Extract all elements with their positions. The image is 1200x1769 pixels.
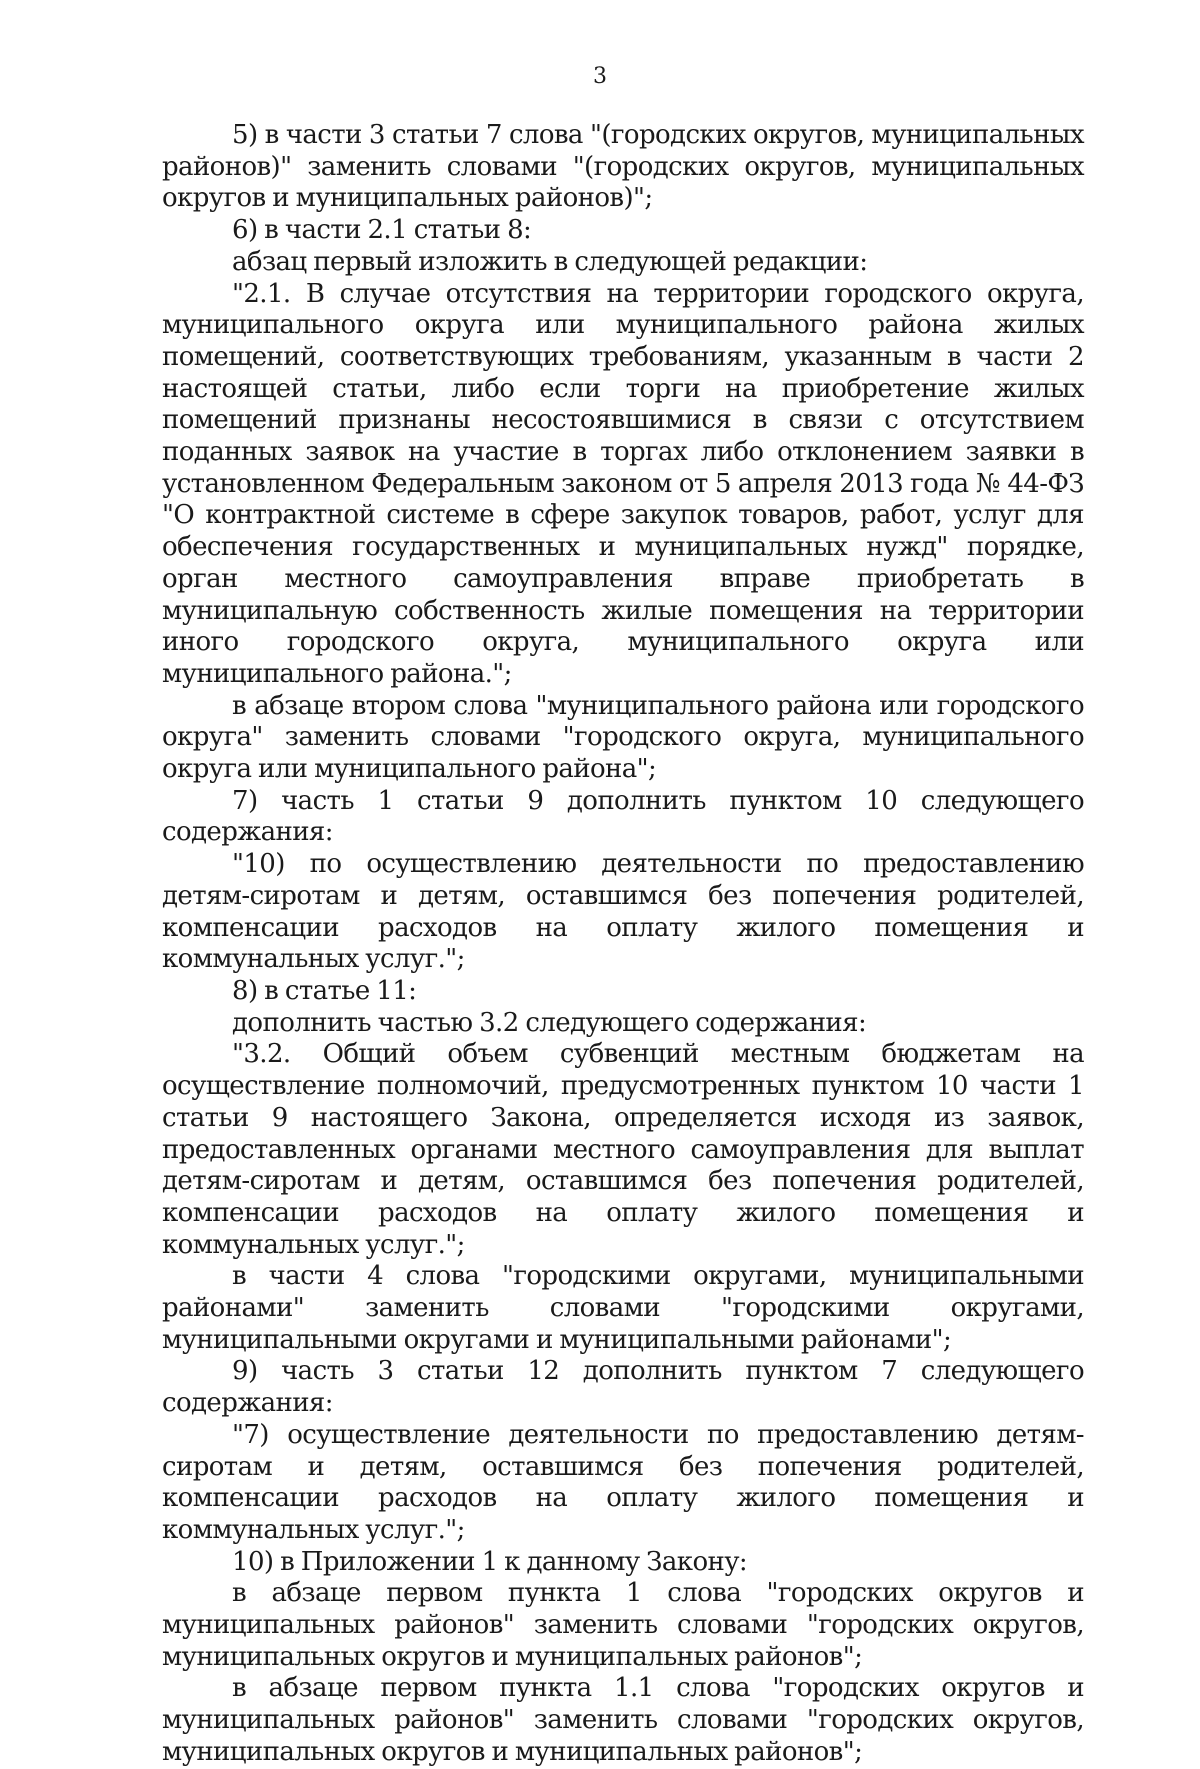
paragraph-quote-3-2: "3.2. Общий объем субвенций местным бюджетам на осуществление полномочий, предусмотренных пунктом 10 части 1 статьи 9 настоящего Закона, определяется исходя из заявок, предоставленных органами местного самоуправления для выплат детям-сиротам и детям, оставшимся без попечения родителей, компенсации расходов на оплату жилого помещения и коммунальных услуг."; [162,1039,1084,1260]
paragraph-item-9: 9) часть 3 статьи 12 дополнить пунктом 7 следующего содержания: [162,1356,1084,1419]
page-number: 3 [593,64,607,89]
paragraph-quote-7: "7) осуществление деятельности по предоставлению детям-сиротам и детям, оставшимся без попечения родителей, компенсации расходов на оплату жилого помещения и коммунальных услуг."; [162,1419,1084,1545]
paragraph-item-7: 7) часть 1 статьи 9 дополнить пунктом 10 следующего содержания: [162,785,1084,848]
paragraph-point-1-1: в абзаце первом пункта 1.1 слова "городских округов и муниципальных районов" заменить словами "городских округов, муниципальных округов и муниципальных районов"; [162,1673,1084,1767]
paragraph-quote-2-1: "2.1. В случае отсутствия на территории городского округа, муниципального округа или муниципального района жилых помещений, соответствующих требованиям, указанным в части 2 настоящей статьи, либо если торги на приобретение жилых помещений признаны несостоявшимися в связи с отсутствием поданных заявок на участие в торгах либо отклонением заявки в установленном Федеральным законом от 5 апреля 2013 года № 44-ФЗ "О контрактной системе в сфере закупок товаров, работ, услуг для обеспечения государственных и муниципальных нужд" порядке, орган местного самоуправления вправе приобретать в муниципальную собственность жилые помещения на территории иного городского округа, муниципального округа или муниципального района."; [162,278,1084,689]
paragraph-item-8: 8) в статье 11: [232,975,417,1006]
paragraph-point-1: в абзаце первом пункта 1 слова "городских округов и муниципальных районов" заменить словами "городских округов, муниципальных округов и муниципальных районов"; [162,1578,1084,1672]
paragraph-item-6: 6) в части 2.1 статьи 8: [232,215,532,246]
paragraph-item-5: 5) в части 3 статьи 7 слова "(городских округов, муниципальных районов)" заменить словами "(городских округов, муниципальных округов и муниципальных районов)"; [162,120,1084,214]
paragraph-abzac-second: в абзаце втором слова "муниципального района или городского округа" заменить словами "городского округа, муниципального округа или муниципального района"; [162,690,1084,785]
paragraph-abzac-first: абзац первый изложить в следующей редакции: [232,246,868,277]
document-body [162,120,1084,1769]
paragraph-quote-10: "10) по осуществлению деятельности по предоставлению детям-сиротам и детям, оставшимся без попечения родителей, компенсации расходов на оплату жилого помещения и коммунальных услуг."; [162,849,1084,975]
paragraph-part-4: в части 4 слова "городскими округами, муниципальными районами" заменить словами "городскими округами, муниципальными округами и муниципальными районами"; [162,1261,1084,1355]
paragraph-add-part-3-2: дополнить частью 3.2 следующего содержания: [232,1007,867,1038]
paragraph-item-10: 10) в Приложении 1 к данному Закону: [232,1546,748,1577]
